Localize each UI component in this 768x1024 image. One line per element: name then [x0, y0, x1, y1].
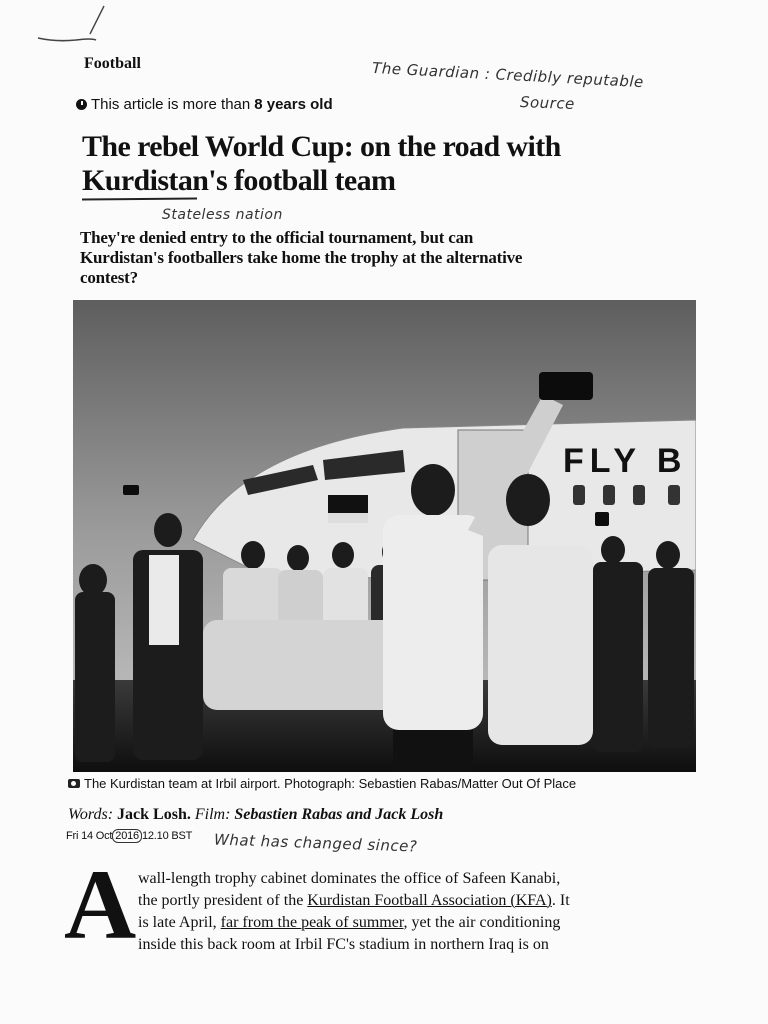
photo-caption [68, 776, 576, 791]
photo-caption-text: The Kurdistan team at Irbil airport. Photograph: Sebastien Rabas/Matter Out Of Place [84, 776, 577, 791]
kfa-link[interactable]: Kurdistan Football Association (KFA) [307, 892, 552, 909]
article-age-notice [76, 96, 333, 113]
headline-line-1: The rebel World Cup: on the road with [82, 130, 561, 163]
headline-line-2: football team [227, 164, 396, 197]
summer-link[interactable]: far from the peak of summer [220, 914, 404, 931]
airplane-livery-text: FLY B [563, 442, 688, 480]
body-line-2-pre: the portly president of the [138, 892, 308, 909]
article-age-prefix: This article is more than [91, 96, 251, 113]
article-photo [73, 300, 696, 772]
article-age-value: 8 years old [254, 96, 333, 113]
handwritten-note-guardian: The Guardian : Credibly reputable [371, 58, 645, 92]
body-line-3-pre: is late April, [138, 914, 221, 931]
body-line-2-post: . It [551, 892, 570, 909]
byline-words-author[interactable]: Jack Losh. [117, 806, 191, 823]
body-line-2 [138, 890, 638, 912]
body-line-3-post: , yet the air conditioning [403, 914, 561, 931]
camera-icon [68, 779, 80, 788]
body-line-1: wall-length trophy cabinet dominates the office of Safeen Kanabi, [138, 870, 561, 887]
section-label[interactable]: Football [84, 55, 141, 72]
byline-film-authors[interactable]: Sebastien Rabas and Jack Losh [234, 806, 444, 823]
publication-date [66, 830, 192, 842]
standfirst: They're denied entry to the official tournament, but can Kurdistan's footballers take home the trophy at the alternative contest? [80, 228, 523, 287]
byline-words-label: Words: [68, 806, 114, 823]
handwritten-tick-mark [36, 4, 116, 48]
body-line-4: inside this back room at Irbil FC's stadium in northern Iraq is on [138, 936, 549, 953]
handwritten-note-stateless: Stateless nation [162, 207, 283, 223]
handwritten-note-changed: What has changed since? [213, 830, 418, 856]
article-body [138, 868, 638, 956]
body-line-3 [138, 912, 638, 934]
photo-illustration [73, 300, 696, 772]
clock-icon [76, 99, 87, 110]
headline-kurdistan: Kurdistan's [82, 164, 228, 197]
handwritten-note-source: Source [519, 93, 576, 113]
headline [82, 130, 642, 198]
date-time: 12.10 BST [141, 830, 193, 842]
date-day: Fri 14 Oct [66, 830, 113, 842]
date-year-circled: 2016 [112, 829, 142, 843]
drop-cap: A [64, 849, 137, 960]
byline [68, 806, 443, 824]
byline-film-label: Film: [194, 806, 231, 823]
